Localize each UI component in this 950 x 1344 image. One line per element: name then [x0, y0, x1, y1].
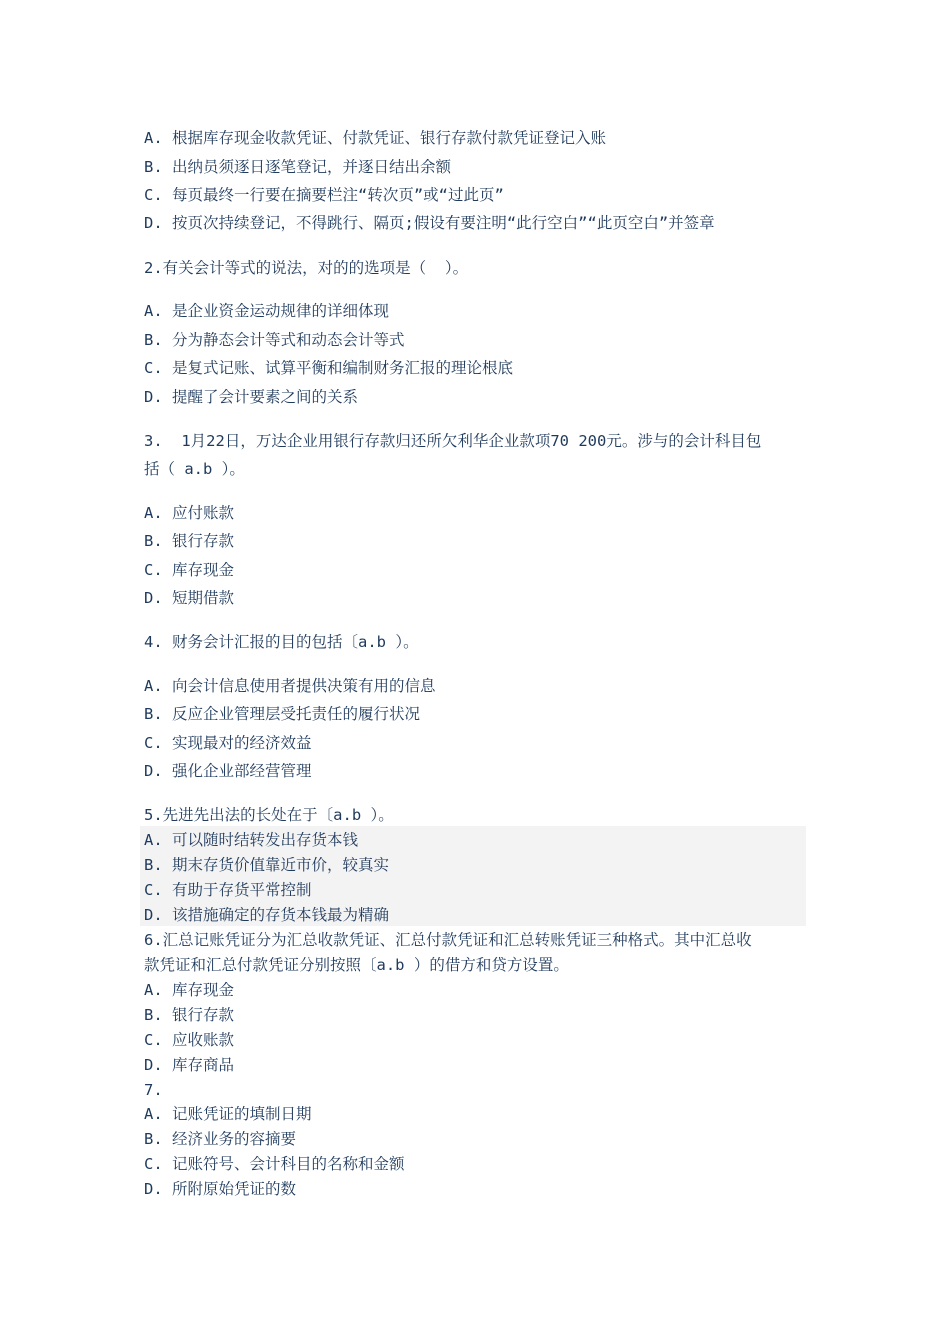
q2-option-a: A. 是企业资金运动规律的详细体现	[144, 302, 389, 320]
q3-stem-line1: 3. 1月22日，万达企业用银行存款归还所欠利华企业款项70 200元。涉与的会计科目包	[144, 432, 762, 450]
q5-option-c: C. 有助于存货平常控制	[144, 881, 312, 899]
q1-option-d: D. 按页次持续登记，不得跳行、隔页;假设有要注明“此行空白”“此页空白”并签章	[144, 214, 715, 232]
q7-option-c: C. 记账符号、会计科目的名称和金额	[144, 1155, 405, 1173]
q2-option-c: C. 是复式记账、试算平衡和编制财务汇报的理论根底	[144, 359, 513, 377]
q7-option-d: D. 所附原始凭证的数	[144, 1180, 296, 1198]
q7-option-a: A. 记账凭证的填制日期	[144, 1105, 312, 1123]
q6-option-a: A. 库存现金	[144, 981, 234, 999]
q2-stem: 2.有关会计等式的说法，对的的选项是（ ）。	[144, 259, 469, 277]
q7-stem: 7.	[144, 1081, 163, 1099]
q4-option-c: C. 实现最对的经济效益	[144, 734, 312, 752]
q4-option-a: A. 向会计信息使用者提供决策有用的信息	[144, 677, 436, 695]
q5-option-b: B. 期末存货价值靠近市价，较真实	[144, 856, 389, 874]
q3-option-c: C. 库存现金	[144, 561, 234, 579]
q6-option-b: B. 银行存款	[144, 1006, 234, 1024]
q3-option-b: B. 银行存款	[144, 532, 234, 550]
q6-option-c: C. 应收账款	[144, 1031, 234, 1049]
q2-option-b: B. 分为静态会计等式和动态会计等式	[144, 331, 405, 349]
q1-option-c: C. 每页最终一行要在摘要栏注“转次页”或“过此页”	[144, 186, 504, 204]
q5-stem: 5.先进先出法的长处在于〔a.b ）。	[144, 806, 394, 824]
q5-option-a: A. 可以随时结转发出存货本钱	[144, 831, 358, 849]
q7-option-b: B. 经济业务的容摘要	[144, 1130, 296, 1148]
q3-option-d: D. 短期借款	[144, 589, 234, 607]
q3-option-a: A. 应付账款	[144, 504, 234, 522]
q5-option-d: D. 该措施确定的存货本钱最为精确	[144, 906, 389, 924]
q1-option-a: A. 根据库存现金收款凭证、付款凭证、银行存款付款凭证登记入账	[144, 129, 606, 147]
q4-stem: 4. 财务会计汇报的目的包括〔a.b ）。	[144, 633, 419, 651]
q6-option-d: D. 库存商品	[144, 1056, 234, 1074]
q2-option-d: D. 提醒了会计要素之间的关系	[144, 388, 358, 406]
q4-option-d: D. 强化企业部经营管理	[144, 762, 312, 780]
q6-stem-line1: 6.汇总记账凭证分为汇总收款凭证、汇总付款凭证和汇总转账凭证三种格式。其中汇总收	[144, 931, 752, 949]
q4-option-b: B. 反应企业管理层受托责任的履行状况	[144, 705, 420, 723]
q3-stem-line2: 括（ a.b ）。	[144, 460, 245, 478]
q1-option-b: B. 出纳员须逐日逐笔登记，并逐日结出余额	[144, 158, 451, 176]
q6-stem-line2: 款凭证和汇总付款凭证分别按照〔a.b ）的借方和贷方设置。	[144, 956, 569, 974]
